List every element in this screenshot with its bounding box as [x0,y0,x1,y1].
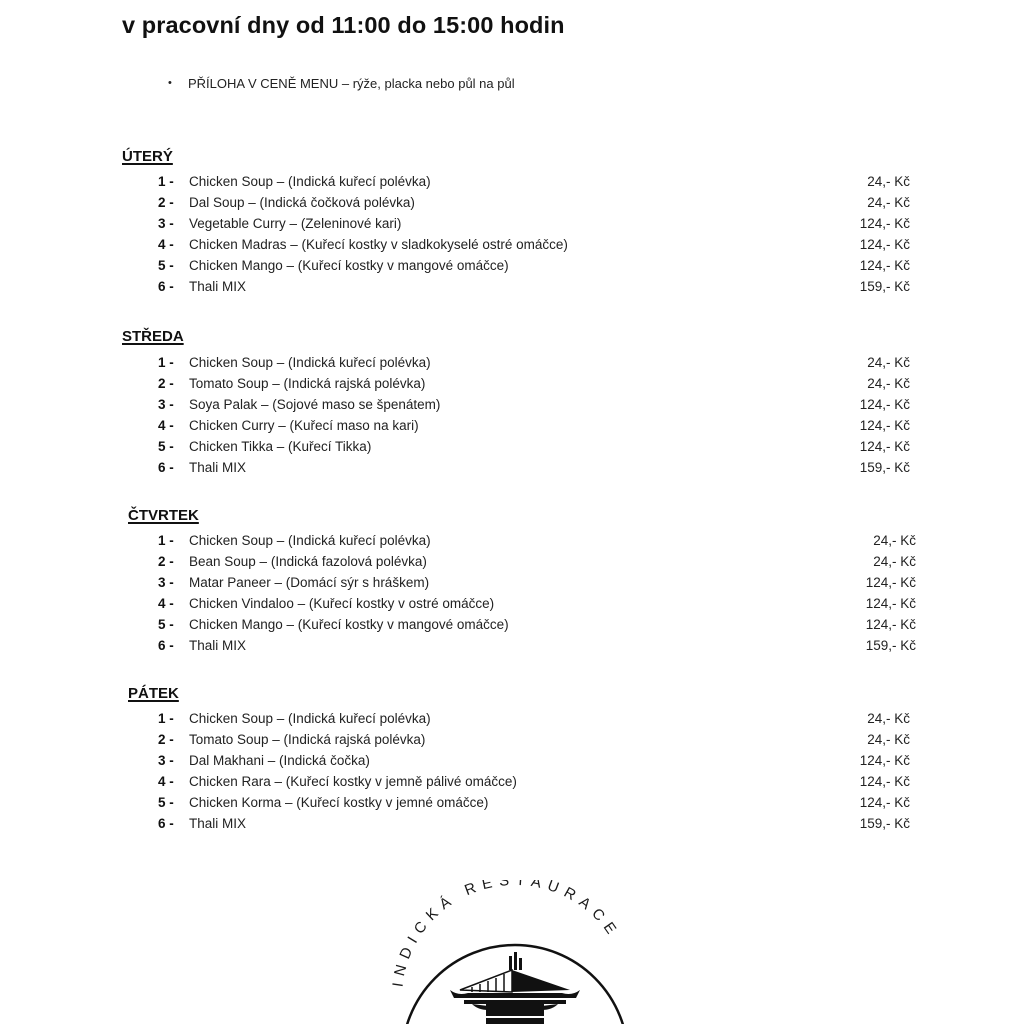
item-number: 2 - [158,195,174,210]
menu-item [0,394,1024,415]
item-price: 124,- Kč [859,753,910,768]
menu-item [0,234,1024,255]
item-number: 3 - [158,575,174,590]
item-number: 1 - [158,174,174,189]
menu-item [0,593,1024,614]
bullet-icon: • [168,77,172,89]
menu-list [0,352,1024,478]
menu-item [0,352,1024,373]
menu-item [0,614,1024,635]
menu-item [0,192,1024,213]
item-name: Tomato Soup – (Indická rajská polévka) [189,732,426,747]
item-name: Thali MIX [189,638,247,653]
item-name: Tomato Soup – (Indická rajská polévka) [189,376,426,391]
item-name: Thali MIX [189,460,247,475]
item-name: Chicken Mango – (Kuřecí kostky v mangové omáčce) [189,617,509,632]
menu-item [0,551,1024,572]
item-price: 24,- Kč [867,174,910,189]
item-price: 24,- Kč [867,355,910,370]
item-price: 124,- Kč [859,795,910,810]
item-name: Chicken Madras – (Kuřecí kostky v sladkokyselé ostré omáčce) [189,237,568,252]
item-name: Dal Soup – (Indická čočková polévka) [189,195,415,210]
item-price: 24,- Kč [867,711,910,726]
day-title: ÚTERÝ [122,148,173,165]
item-number: 4 - [158,596,174,611]
item-number: 3 - [158,397,174,412]
item-price: 124,- Kč [859,237,910,252]
item-price: 159,- Kč [859,816,910,831]
item-price: 159,- Kč [865,638,916,653]
item-number: 3 - [158,216,174,231]
item-price: 159,- Kč [859,460,910,475]
item-name: Chicken Vindaloo – (Kuřecí kostky v ostré omáčce) [189,596,495,611]
item-price: 124,- Kč [865,596,916,611]
item-price: 24,- Kč [867,195,910,210]
menu-item [0,729,1024,750]
menu-item [0,436,1024,457]
item-number: 3 - [158,753,174,768]
menu-item [0,813,1024,834]
item-number: 1 - [158,355,174,370]
logo-arc-text: INDICKÁ RESTAURACE [389,880,624,989]
item-price: 124,- Kč [859,774,910,789]
item-number: 4 - [158,418,174,433]
item-name: Chicken Soup – (Indická kuřecí polévka) [189,174,431,189]
menu-item [0,373,1024,394]
item-number: 6 - [158,279,174,294]
item-price: 124,- Kč [865,617,916,632]
menu-item [0,771,1024,792]
item-number: 4 - [158,774,174,789]
item-number: 2 - [158,554,174,569]
item-name: Chicken Rara – (Kuřecí kostky v jemně pálivé omáčce) [189,774,517,789]
item-price: 124,- Kč [859,397,910,412]
item-number: 6 - [158,638,174,653]
menu-item [0,750,1024,771]
menu-item [0,635,1024,656]
item-number: 1 - [158,711,174,726]
menu-item [0,415,1024,436]
menu-item [0,255,1024,276]
item-number: 5 - [158,258,174,273]
day-title: ČTVRTEK [128,507,199,524]
menu-item [0,171,1024,192]
item-number: 1 - [158,533,174,548]
item-name: Dal Makhani – (Indická čočka) [189,753,370,768]
item-number: 5 - [158,617,174,632]
item-price: 159,- Kč [859,279,910,294]
item-name: Soya Palak – (Sojové maso se špenátem) [189,397,441,412]
side-dish-note [168,76,515,91]
menu-list [0,708,1024,834]
menu-item [0,792,1024,813]
menu-list [0,530,1024,656]
menu-item [0,457,1024,478]
item-name: Bean Soup – (Indická fazolová polévka) [189,554,427,569]
menu-item [0,213,1024,234]
item-name: Chicken Tikka – (Kuřecí Tikka) [189,439,372,454]
item-name: Chicken Mango – (Kuřecí kostky v mangové omáčce) [189,258,509,273]
restaurant-logo [380,880,650,1024]
item-number: 2 - [158,376,174,391]
item-price: 124,- Kč [859,258,910,273]
item-name: Thali MIX [189,279,247,294]
item-price: 24,- Kč [867,376,910,391]
item-price: 24,- Kč [867,732,910,747]
item-price: 124,- Kč [859,439,910,454]
item-number: 5 - [158,439,174,454]
item-name: Chicken Korma – (Kuřecí kostky v jemné omáčce) [189,795,489,810]
item-price: 124,- Kč [859,418,910,433]
side-dish-note-text: PŘÍLOHA V CENĚ MENU – rýže, placka nebo půl na půl [188,76,515,91]
pagoda-temple-icon [450,952,580,1024]
item-price: 124,- Kč [865,575,916,590]
menu-item [0,530,1024,551]
menu-item [0,708,1024,729]
menu-item [0,572,1024,593]
item-price: 24,- Kč [873,554,916,569]
item-name: Vegetable Curry – (Zeleninové kari) [189,216,402,231]
item-number: 6 - [158,460,174,475]
item-number: 2 - [158,732,174,747]
item-name: Chicken Soup – (Indická kuřecí polévka) [189,711,431,726]
item-name: Thali MIX [189,816,247,831]
item-name: Matar Paneer – (Domácí sýr s hráškem) [189,575,430,590]
item-price: 124,- Kč [859,216,910,231]
item-number: 5 - [158,795,174,810]
item-number: 6 - [158,816,174,831]
item-name: Chicken Curry – (Kuřecí maso na kari) [189,418,419,433]
menu-item [0,276,1024,297]
menu-list [0,171,1024,297]
day-title: STŘEDA [122,328,184,345]
day-title: PÁTEK [128,685,179,702]
item-name: Chicken Soup – (Indická kuřecí polévka) [189,533,431,548]
item-number: 4 - [158,237,174,252]
item-name: Chicken Soup – (Indická kuřecí polévka) [189,355,431,370]
opening-hours: v pracovní dny od 11:00 do 15:00 hodin [122,12,565,38]
item-price: 24,- Kč [873,533,916,548]
